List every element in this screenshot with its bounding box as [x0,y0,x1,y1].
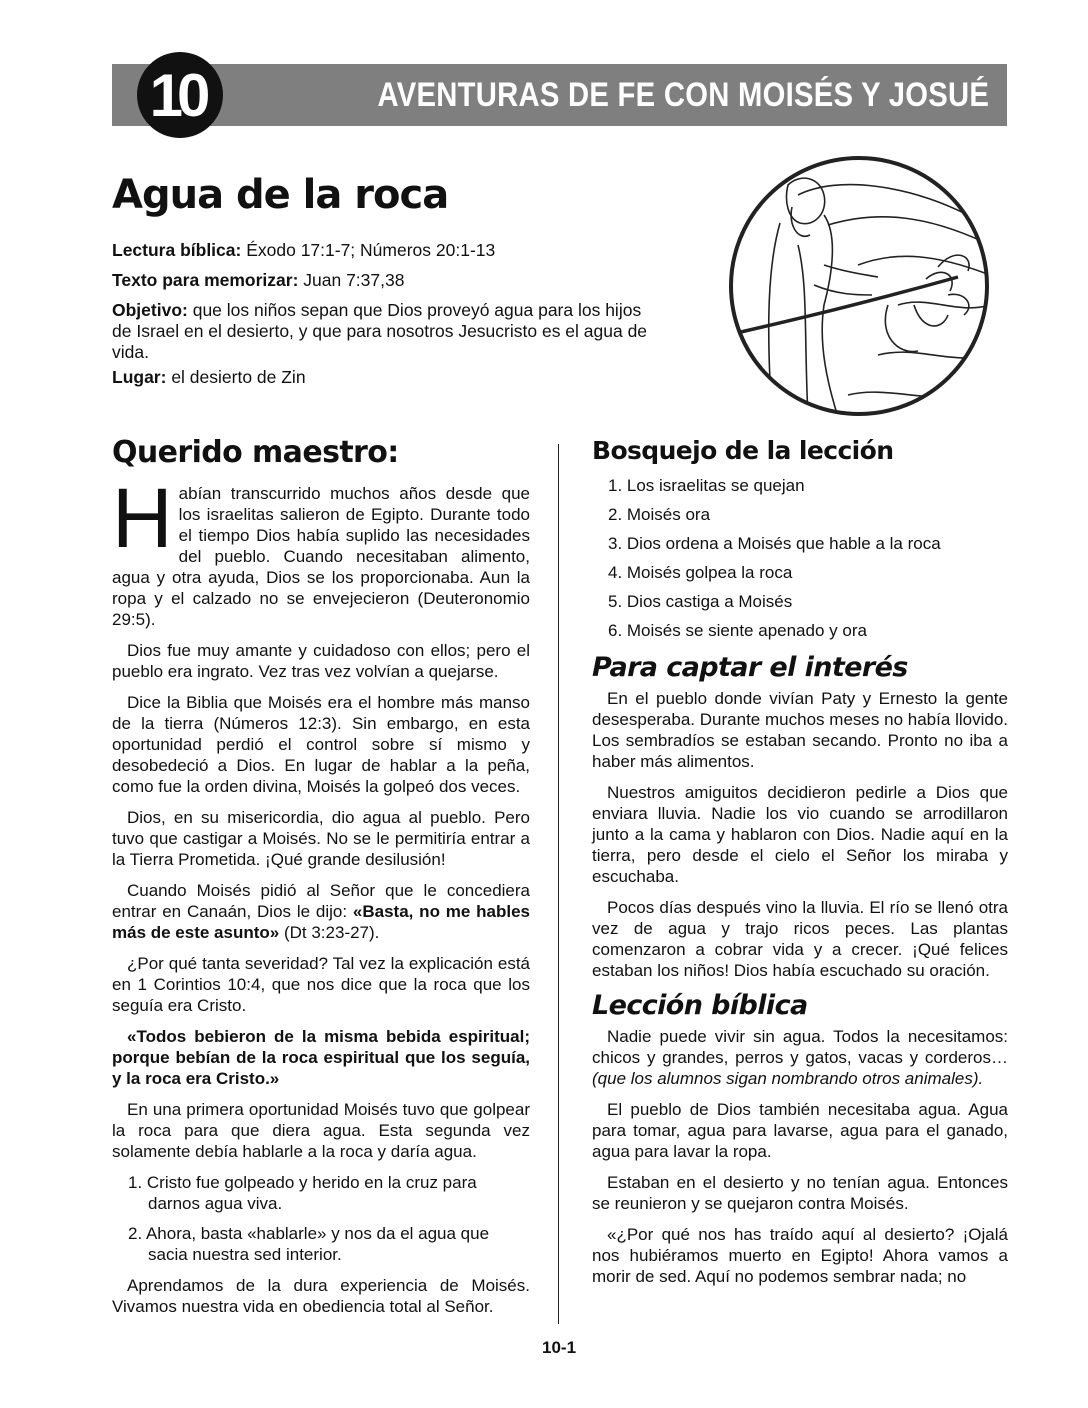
paragraph: ¿Por qué tanta severidad? Tal vez la explicación está en 1 Corintios 10:4, que nos dice que la roca que los seguía era Cristo. [112,954,530,1015]
intro-paragraph [112,471,530,630]
chapter-number: 10 [149,61,205,129]
paragraph: «¿Por qué nos has traído aquí al desierto? ¡Ojalá nos hubiéramos muerto en Egipto! Ahora vamos a morir de sed. Aquí no podemos sembrar nada; no [592,1225,1008,1286]
scripture-quote: «Todos bebieron de la misma bebida espiritual; porque bebían de la roca espiritual que los seguía, y la roca era Cristo.» [112,1027,530,1088]
paragraph: Estaban en el desierto y no tenían agua. Entonces se reunieron y se quejaron contra Moisés. [592,1173,1008,1213]
paragraph-text: Cuando Moisés pidió al Señor que le concediera entrar en Canaán, Dios le dijo: [112,881,530,921]
teacher-note: (que los alumnos sigan nombrando otros animales). [592,1069,984,1088]
paragraph: Nuestros amiguitos decidieron pedirle a Dios que enviara lluvia. Nadie los vio cuando se arrodillaron junto a la cama y hablaron con Dios. Nadie aquí en la tierra, pero desde el cielo el Señor los miraba y escuchaba. [592,783,1008,886]
left-column [112,435,530,1327]
paragraph: En una primera oportunidad Moisés tuvo que golpear la roca para que diera agua. Esta segunda vez solamente debía hablarle a la roca y daría agua. [112,1100,530,1161]
objective-label: Objetivo: [112,300,188,320]
memory-value: Juan 7:37,38 [298,270,405,290]
paragraph [112,880,530,943]
outline-item: 5. Dios castiga a Moisés [608,592,793,611]
column-divider [558,444,559,1324]
place-label: Lugar: [112,367,167,387]
section-heading-teacher: Querido maestro: [112,435,399,470]
chapter-banner [112,64,1007,126]
intro-text: abían transcurrido muchos años desde que los israelitas salieron de Egipto. Durante todo el tiempo Dios había suplido las necesidades del pueblo. Cuando necesitaban alimento, agua y otra ayuda, Dios se los proporcionaba. Aun la ropa y el calzado no se envejecieron (Deuteronomio 29:5). [112,484,530,629]
section-heading-outline: Bosquejo de la lección [592,436,894,465]
outline-list [592,475,1008,641]
numbered-list [112,1172,530,1265]
place-line [112,367,652,388]
lesson-meta [112,240,652,397]
paragraph-text: Nadie puede vivir sin agua. Todos la necesitamos: chicos y grandes, perros y gatos, vacas y corderos… [592,1027,1008,1067]
moses-striking-rock-illustration [728,155,990,417]
outline-item: 1. Los israelitas se quejan [608,476,805,495]
outline-item: 4. Moisés golpea la roca [608,563,793,582]
paragraph: Aprendamos de la dura experiencia de Moisés. Vivamos nuestra vida en obediencia total al Señor. [112,1276,530,1316]
objective-line [112,300,652,363]
lesson-title: Agua de la roca [112,172,449,218]
chapter-number-badge [137,52,223,138]
section-heading-bible-lesson: Lección bíblica [592,990,808,1021]
objective-value: que los niños sepan que Dios proveyó agua para los hijos de Israel en el desierto, y que para nosotros Jesucristo es el agua de vida. [112,300,648,362]
drop-cap: H [112,471,173,565]
memory-line [112,270,652,291]
right-column [592,436,1008,1297]
paragraph: En el pueblo donde vivían Paty y Ernesto la gente desesperaba. Durante muchos meses no había llovido. Los sembradíos se estaban secando. Pronto no iba a haber más alimentos. [592,689,1008,771]
list-item: 1. Cristo fue golpeado y herido en la cruz para darnos agua viva. [128,1173,477,1213]
paragraph-text: (Dt 3:23-27). [279,923,380,942]
page-number: 10-1 [542,1338,577,1357]
memory-label: Texto para memorizar: [112,270,299,290]
paragraph: Pocos días después vino la lluvia. El río se llenó otra vez de agua y trajo ricos peces. Las plantas comenzaron a cobrar vida y a crecer. ¡Qué felices estaban los niños! Dios había escuchado su oración. [592,898,1008,980]
outline-item: 2. Moisés ora [608,505,711,524]
paragraph: El pueblo de Dios también necesitaba agua. Agua para tomar, agua para lavarse, agua para el ganado, agua para lavar la ropa. [592,1100,1008,1161]
paragraph: Dios, en su misericordia, dio agua al pueblo. Pero tuvo que castigar a Moisés. No se le permitiría entrar a la Tierra Prometida. ¡Qué grande desilusión! [112,808,530,869]
outline-item: 6. Moisés se siente apenado y ora [608,621,867,640]
place-value: el desierto de Zin [166,367,306,387]
outline-item: 3. Dios ordena a Moisés que hable a la roca [608,534,941,553]
paragraph: Dios fue muy amante y cuidadoso con ellos; pero el pueblo era ingrato. Vez tras vez volvían a quejarse. [112,641,530,681]
paragraph: Dice la Biblia que Moisés era el hombre más manso de la tierra (Números 12:3). Sin embargo, en esta oportunidad perdió el control sobre sí mismo y desobedeció a Dios. En lugar de hablar a la peña, como fue la orden divina, Moisés la golpeó dos veces. [112,693,530,796]
chapter-title: AVENTURAS DE FE CON MOISÉS Y JOSUÉ [377,76,989,114]
reading-label: Lectura bíblica: [112,240,242,260]
section-heading-interest: Para captar el interés [592,652,908,683]
reading-line [112,240,652,261]
bold-quote: «Basta, no me hables más de este asunto» [112,902,530,942]
paragraph [592,1026,1008,1089]
reading-value: Éxodo 17:1-7; Números 20:1-13 [241,240,496,260]
list-item: 2. Ahora, basta «hablarle» y nos da el agua que sacia nuestra sed interior. [128,1224,490,1264]
